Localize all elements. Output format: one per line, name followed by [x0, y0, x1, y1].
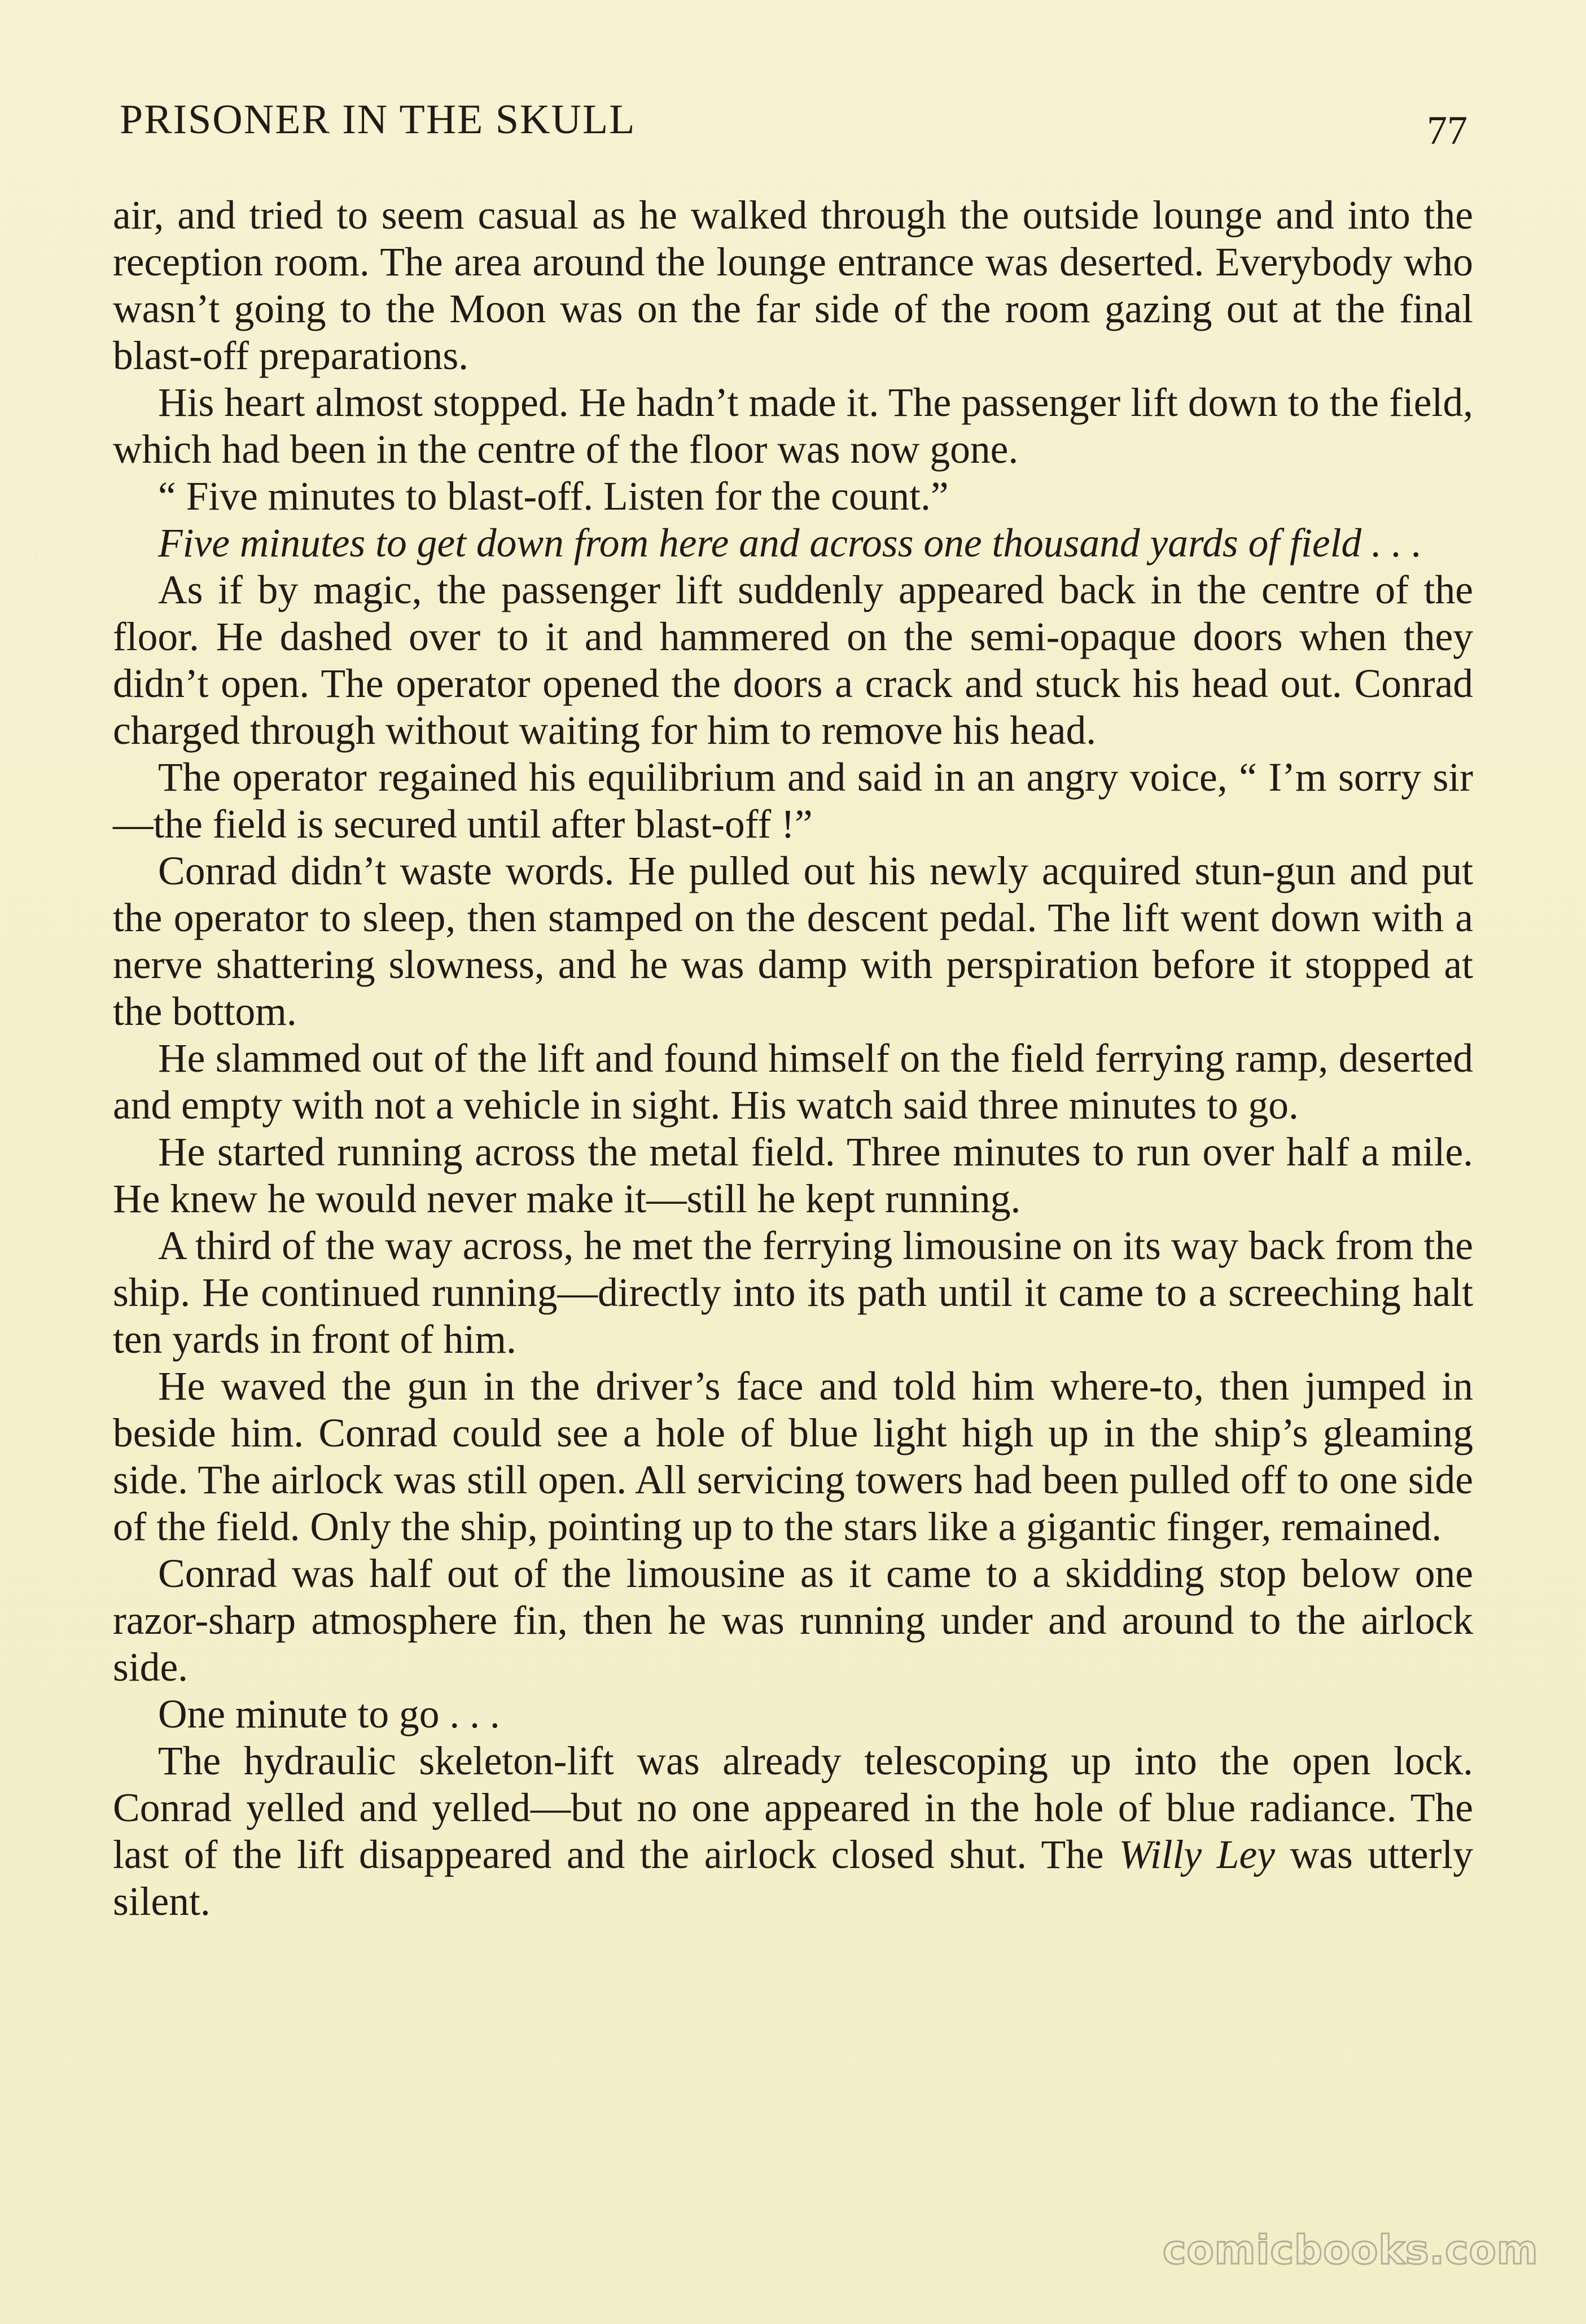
paragraph-2: His heart almost stopped. He hadn’t made it. The passenger lift down to the field, which had been in the centre of the floor was now gone. [113, 380, 1473, 472]
paragraph-14-end: was utterly silent. [113, 1832, 1473, 1924]
paragraph-4-italic-thought: Five minutes to get down from here and across one thousand yards of field . . . [158, 521, 1422, 565]
paragraph-1: air, and tried to seem casual as he walked through the outside lounge and into the reception room. The area around the lounge entrance was deserted. Everybody who wasn’t going to the Moon was on the far side of the room gazing out at the final blast-off preparations. [113, 193, 1473, 378]
paragraph-8: He slammed out of the lift and found himself on the field ferrying ramp, deserted and empty with not a vehicle in sight. His watch said three minutes to go. [113, 1036, 1473, 1128]
paragraph-3: “ Five minutes to blast-off. Listen for the count.” [158, 474, 949, 519]
ship-name: Willy Ley [1119, 1832, 1275, 1877]
paragraph-9: He started running across the metal field. Three minutes to run over half a mile. He knew he would never make it—still he kept running. [113, 1130, 1473, 1221]
body-text [113, 192, 1473, 1925]
paragraph-5: As if by magic, the passenger lift suddenly appeared back in the centre of the floor. He dashed over to it and hammered on the semi-opaque doors when they didn’t open. The operator opened the doors a crack and stuck his head out. Conrad charged through without waiting for him to remove his head. [113, 568, 1473, 753]
running-head: PRISONER IN THE SKULL [120, 97, 636, 143]
paragraph-11: He waved the gun in the driver’s face and told him where-to, then jumped in beside him. Conrad could see a hole of blue light high up in the ship’s gleaming side. The airlock was still open. All servicing towers had been pulled off to one side of the field. Only the ship, pointing up to the stars like a gigantic finger, remained. [113, 1364, 1473, 1549]
paragraph-12: Conrad was half out of the limousine as it came to a skidding stop below one razor-sharp atmosphere fin, then he was running under and around to the airlock side. [113, 1551, 1473, 1690]
paragraph-10: A third of the way across, he met the ferrying limousine on its way back from the ship. He continued running—directly into its path until it came to a screeching halt ten yards in front of him. [113, 1224, 1473, 1362]
paragraph-7: Conrad didn’t waste words. He pulled out his newly acquired stun-gun and put the operator to sleep, then stamped on the descent pedal. The lift went down with a nerve shattering slowness, and he was damp with perspiration before it stopped at the bottom. [113, 849, 1473, 1034]
paragraph-14-text: The hydraulic skeleton-lift was already telescoping up into the open lock. Conrad yelled and yelled—but no one appeared in the hole of blue radiance. The last of the lift disappeared and the airlock closed shut. The [113, 1739, 1473, 1877]
page-number: 77 [1427, 108, 1467, 153]
paragraph-14 [113, 1738, 1473, 1925]
paragraph-13: One minute to go . . . [158, 1692, 500, 1737]
paragraph-6: The operator regained his equilibrium and said in an angry voice, “ I’m sorry sir—the field is secured until after blast-off !” [113, 755, 1473, 847]
watermark: comicbooks.com [1163, 2227, 1539, 2273]
